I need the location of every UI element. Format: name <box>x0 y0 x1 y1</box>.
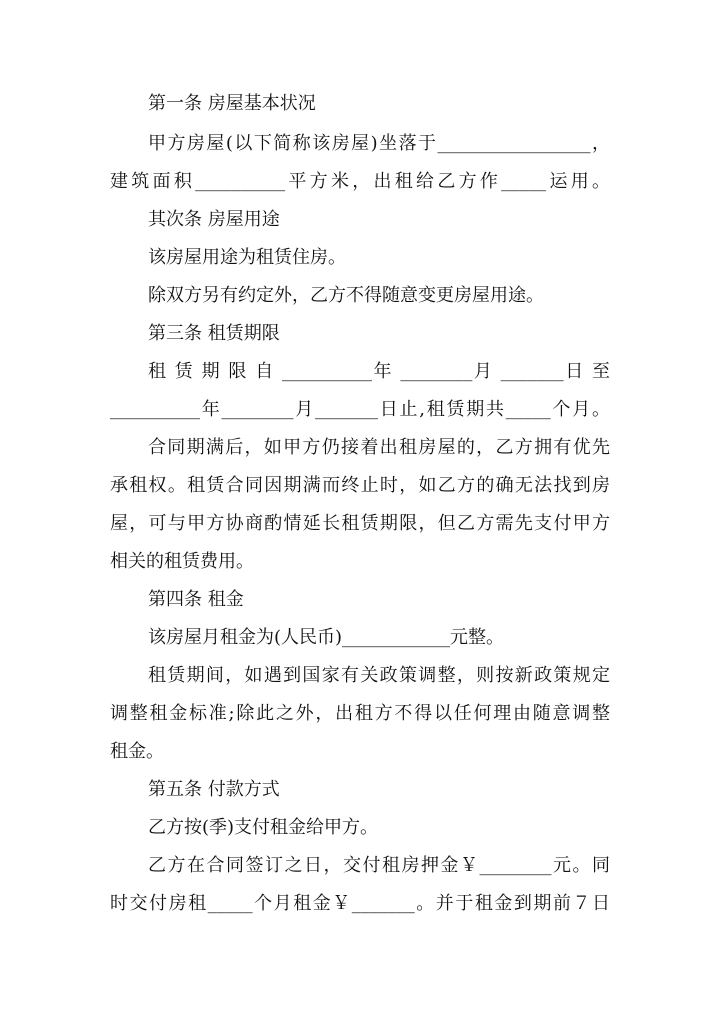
paragraph-line: 屋，可与甲方协商酌情延长租赁期限，但乙方需先支付甲方 <box>110 513 610 534</box>
paragraph-line: 乙方按(季)支付租金给甲方。 <box>148 817 379 838</box>
paragraph-line: 该房屋月租金为(人民币)____________元整。 <box>148 627 505 648</box>
paragraph-line: 租赁期间，如遇到国家有关政策调整，则按新政策规定 <box>148 665 610 686</box>
article-3-heading: 第三条 租赁期限 <box>148 323 280 344</box>
paragraph-line: 合同期满后，如甲方仍接着出租房屋的，乙方拥有优先 <box>148 437 610 458</box>
paragraph-line: 时交付房租_____个月租金￥_______。并于租金到期前７日 <box>110 893 610 914</box>
paragraph-line: 建筑面积__________平方米，出租给乙方作_____运用。 <box>110 171 610 192</box>
paragraph-line: 调整租金标准;除此之外，出租方不得以任何理由随意调整 <box>110 703 610 724</box>
paragraph-line: 除双方另有约定外，乙方不得随意变更房屋用途。 <box>148 285 544 306</box>
article-4-heading: 第四条 租金 <box>148 589 244 610</box>
paragraph-line: 甲方房屋(以下简称该房屋)坐落于_________________， <box>148 133 610 154</box>
paragraph-line: __________年________月_______日止,租赁期共_____个月。 <box>110 399 610 420</box>
paragraph-line: 该房屋用途为租赁住房。 <box>148 247 346 268</box>
article-5-heading: 第五条 付款方式 <box>148 779 280 800</box>
paragraph-line: 租金。 <box>110 741 164 762</box>
paragraph-line: 承租权。租赁合同因期满而终止时，如乙方的确无法找到房 <box>110 475 610 496</box>
paragraph-line: 租 赁 期 限 自 __________年 ________月 _______日 至 <box>148 361 610 382</box>
paragraph-line: 乙方在合同签订之日，交付租房押金￥________元。同 <box>148 855 610 876</box>
article-1-heading: 第一条 房屋基本状况 <box>148 93 316 114</box>
article-2-heading: 其次条 房屋用途 <box>148 209 280 230</box>
paragraph-line: 相关的租赁费用。 <box>110 551 254 572</box>
